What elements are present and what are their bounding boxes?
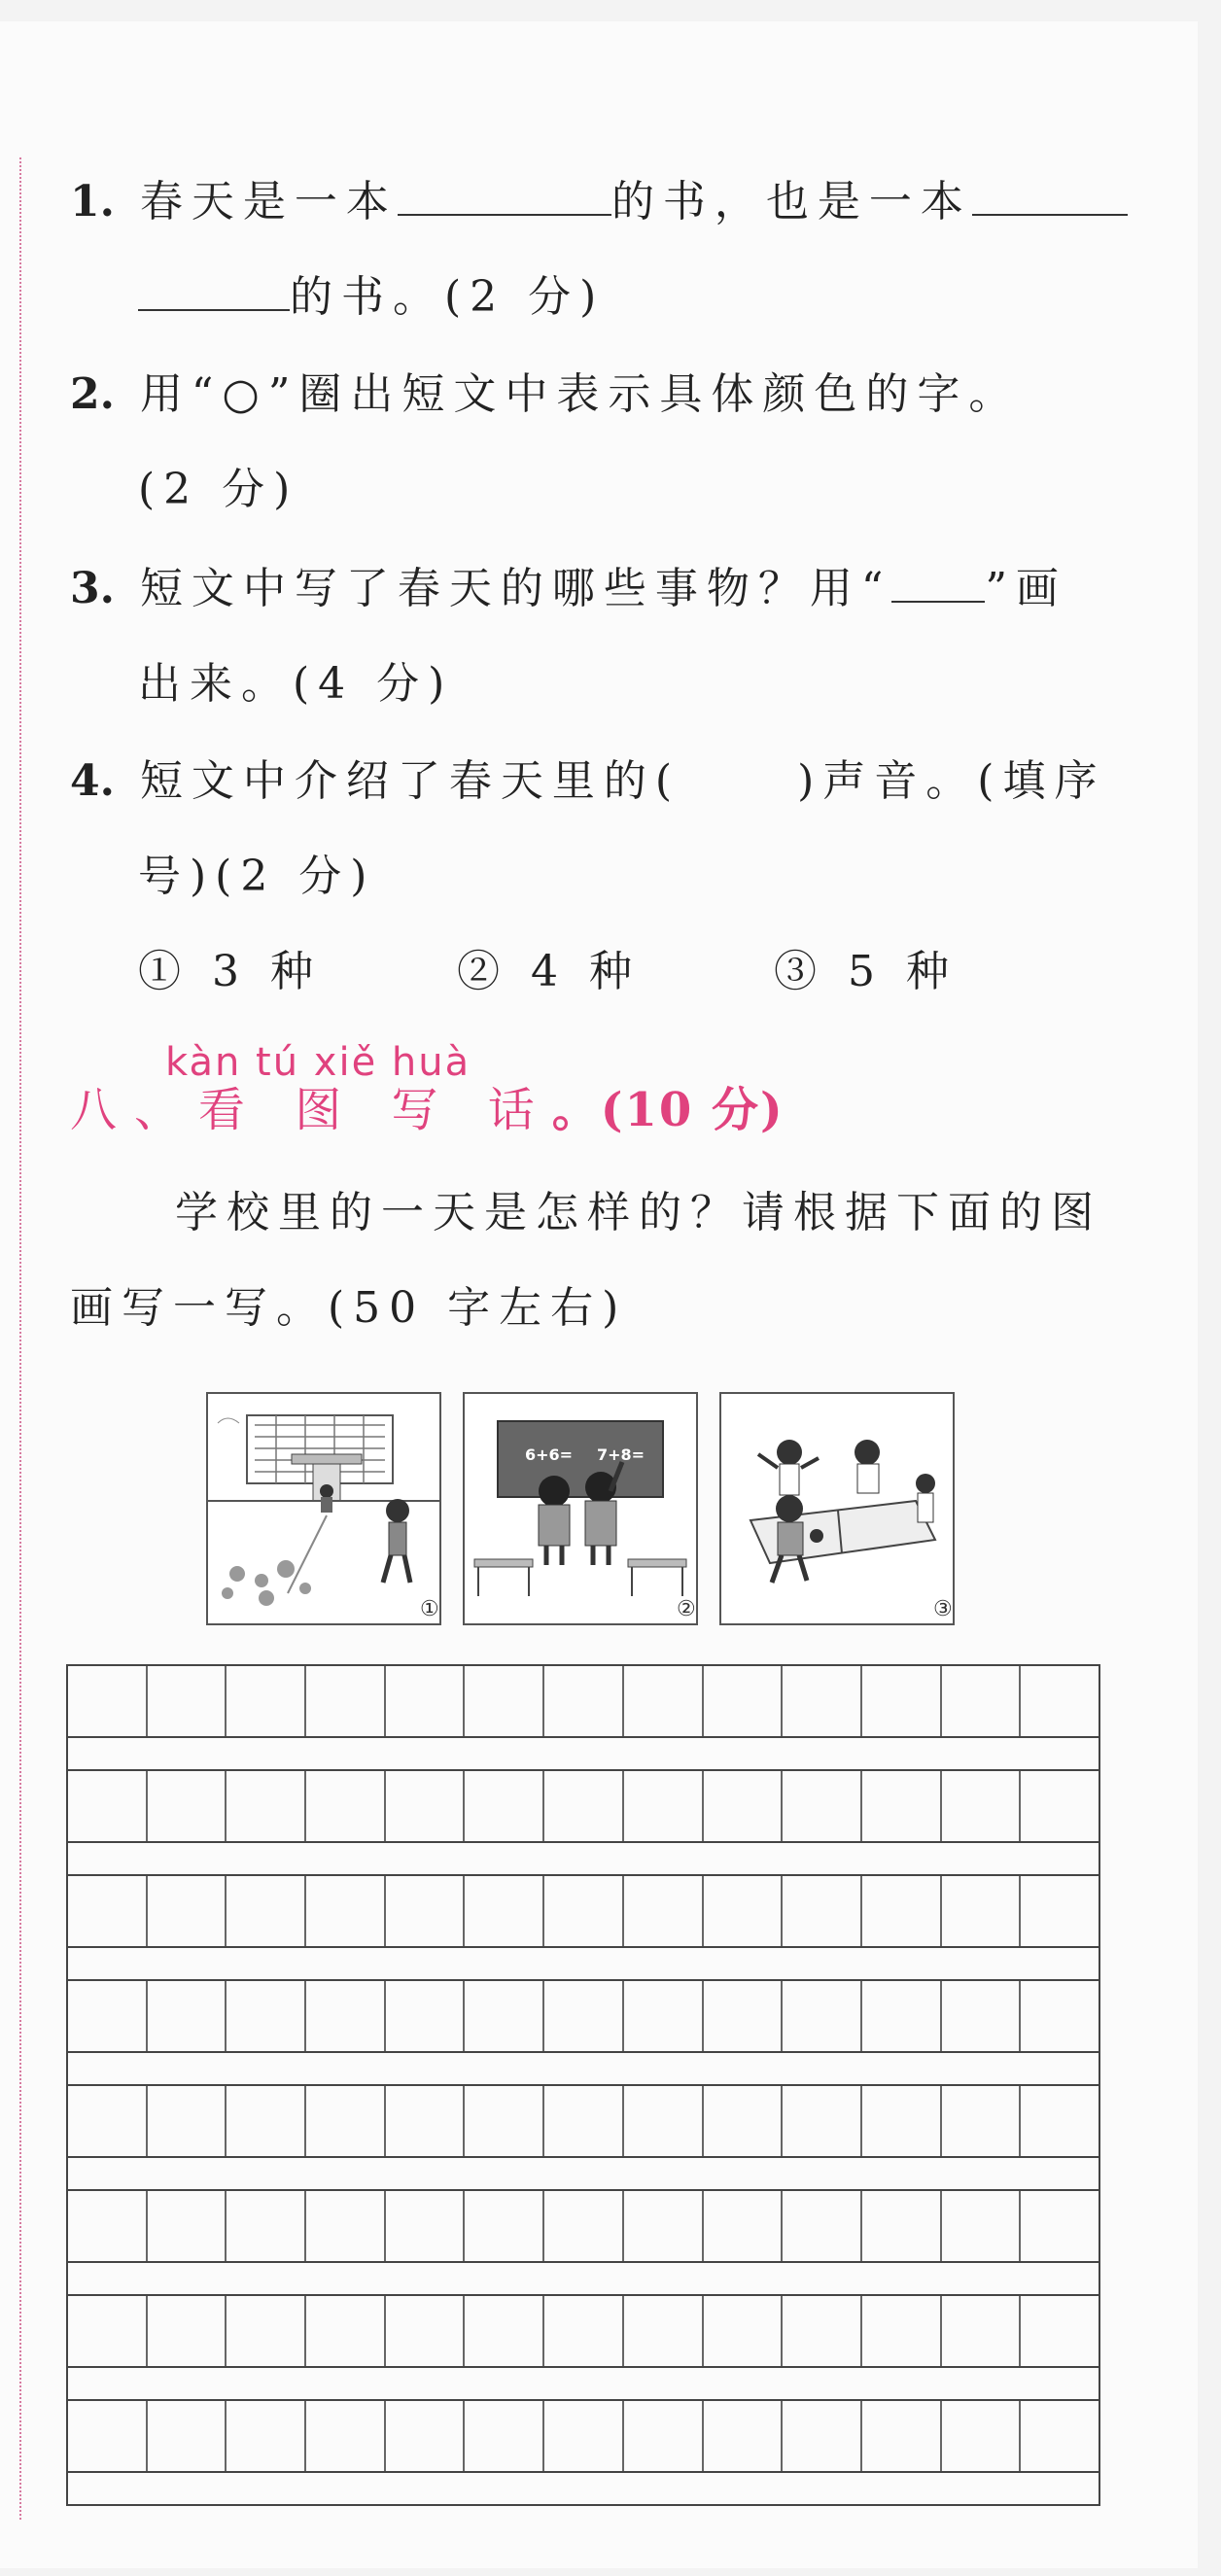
answer-blank[interactable] bbox=[972, 175, 1128, 216]
question-4-line-2: 号)(2 分) bbox=[138, 852, 376, 901]
grid-cell[interactable] bbox=[704, 2401, 784, 2471]
picture-number: ③ bbox=[933, 1597, 953, 1621]
question-number: 1. bbox=[70, 177, 115, 226]
grid-cell[interactable] bbox=[862, 1876, 942, 1946]
grid-cell[interactable] bbox=[783, 2401, 862, 2471]
grid-cell[interactable] bbox=[68, 2086, 148, 2156]
question-3: 3. 短文中写了春天的哪些事物？用“ ”画 bbox=[70, 564, 1067, 613]
underline-sample bbox=[891, 562, 985, 603]
answer-blank[interactable] bbox=[398, 175, 611, 216]
grid-cell[interactable] bbox=[227, 1666, 306, 1736]
grid-cell[interactable] bbox=[148, 2296, 227, 2366]
grid-cell[interactable] bbox=[942, 1876, 1022, 1946]
grid-cell[interactable] bbox=[783, 1666, 862, 1736]
grid-cell[interactable] bbox=[1021, 1666, 1099, 1736]
grid-cell[interactable] bbox=[704, 1876, 784, 1946]
grid-cell[interactable] bbox=[624, 2191, 704, 2261]
grid-cell[interactable] bbox=[783, 1981, 862, 2051]
question-1: 1. 春天是一本 的书，也是一本 bbox=[70, 173, 1128, 231]
classroom-blackboard-scene-icon bbox=[465, 1394, 696, 1623]
grid-row bbox=[68, 1771, 1099, 1843]
grid-cell[interactable] bbox=[306, 2191, 386, 2261]
grid-row bbox=[68, 2086, 1099, 2158]
option-2: ② 4 种 bbox=[457, 947, 641, 996]
grid-cell[interactable] bbox=[148, 2191, 227, 2261]
grid-row-gap bbox=[68, 1738, 1099, 1771]
grid-cell[interactable] bbox=[465, 2401, 544, 2471]
grid-cell[interactable] bbox=[862, 2086, 942, 2156]
grid-cell[interactable] bbox=[148, 1876, 227, 1946]
grid-cell[interactable] bbox=[465, 2191, 544, 2261]
grid-row bbox=[68, 1666, 1099, 1738]
grid-cell[interactable] bbox=[783, 1771, 862, 1841]
question-1-line-2: 的书。(2 分) bbox=[138, 268, 605, 327]
grid-cell[interactable] bbox=[148, 1981, 227, 2051]
picture-number: ② bbox=[677, 1597, 696, 1621]
grid-cell[interactable] bbox=[465, 2086, 544, 2156]
section-score: 。(10 分) bbox=[551, 1083, 785, 1137]
grid-cell[interactable] bbox=[227, 2401, 306, 2471]
grid-cell[interactable] bbox=[386, 2296, 466, 2366]
picture-3 bbox=[719, 1392, 955, 1625]
question-number: 3. bbox=[70, 564, 115, 613]
grid-cell[interactable] bbox=[704, 1981, 784, 2051]
grid-cell[interactable] bbox=[942, 2191, 1022, 2261]
picture-number: ① bbox=[420, 1597, 439, 1621]
grid-cell[interactable] bbox=[624, 2086, 704, 2156]
grid-cell[interactable] bbox=[386, 1981, 466, 2051]
grid-cell[interactable] bbox=[386, 1876, 466, 1946]
grid-cell[interactable] bbox=[862, 1981, 942, 2051]
grid-row-gap bbox=[68, 2368, 1099, 2401]
grid-cell[interactable] bbox=[624, 1666, 704, 1736]
grid-cell[interactable] bbox=[386, 2191, 466, 2261]
grid-cell[interactable] bbox=[544, 2401, 624, 2471]
grid-cell[interactable] bbox=[386, 1771, 466, 1841]
grid-row-gap bbox=[68, 1948, 1099, 1981]
prompt-line-1: 学校里的一天是怎样的？请根据下面的图 bbox=[175, 1188, 1102, 1237]
grid-cell[interactable] bbox=[942, 2296, 1022, 2366]
grid-cell[interactable] bbox=[1021, 1771, 1099, 1841]
svg-text:6+6=: 6+6= bbox=[525, 1445, 574, 1464]
grid-cell[interactable] bbox=[386, 1666, 466, 1736]
answer-blank[interactable] bbox=[138, 270, 290, 311]
grid-cell[interactable] bbox=[544, 1771, 624, 1841]
grid-cell[interactable] bbox=[68, 1666, 148, 1736]
grid-cell[interactable] bbox=[544, 1876, 624, 1946]
grid-cell[interactable] bbox=[1021, 2401, 1099, 2471]
grid-cell[interactable] bbox=[704, 1666, 784, 1736]
grid-cell[interactable] bbox=[148, 1666, 227, 1736]
question-4: 4. 短文中介绍了春天里的( )声音。(填序 bbox=[70, 756, 1106, 806]
grid-row-gap bbox=[68, 2053, 1099, 2086]
grid-cell[interactable] bbox=[386, 2086, 466, 2156]
grid-cell[interactable] bbox=[1021, 2191, 1099, 2261]
grid-cell[interactable] bbox=[68, 1876, 148, 1946]
question-number: 4. bbox=[70, 756, 115, 806]
grid-cell[interactable] bbox=[227, 2296, 306, 2366]
grid-cell[interactable] bbox=[942, 1981, 1022, 2051]
grid-cell[interactable] bbox=[306, 2401, 386, 2471]
grid-row bbox=[68, 2191, 1099, 2263]
grid-cell[interactable] bbox=[465, 1771, 544, 1841]
grid-cell[interactable] bbox=[544, 2191, 624, 2261]
grid-cell[interactable] bbox=[68, 2191, 148, 2261]
section-title: 八、看 图 写 话。(10 分) bbox=[70, 1083, 785, 1137]
grid-cell[interactable] bbox=[1021, 1981, 1099, 2051]
grid-cell[interactable] bbox=[148, 2401, 227, 2471]
grid-cell[interactable] bbox=[783, 2191, 862, 2261]
grid-cell[interactable] bbox=[544, 1981, 624, 2051]
grid-cell[interactable] bbox=[704, 2191, 784, 2261]
grid-cell[interactable] bbox=[68, 2296, 148, 2366]
grid-cell[interactable] bbox=[1021, 2086, 1099, 2156]
grid-cell[interactable] bbox=[544, 2086, 624, 2156]
question-3-line-2: 出来。(4 分) bbox=[138, 659, 454, 709]
svg-text:7+8=: 7+8= bbox=[597, 1445, 645, 1464]
grid-row bbox=[68, 2401, 1099, 2473]
grid-cell[interactable] bbox=[227, 1981, 306, 2051]
option-1: ① 3 种 bbox=[138, 947, 322, 996]
grid-cell[interactable] bbox=[227, 1876, 306, 1946]
grid-cell[interactable] bbox=[862, 2401, 942, 2471]
grid-row bbox=[68, 1876, 1099, 1948]
grid-cell[interactable] bbox=[68, 2401, 148, 2471]
grid-cell[interactable] bbox=[942, 2401, 1022, 2471]
grid-cell[interactable] bbox=[68, 1771, 148, 1841]
question-2: 2. 用“○”圈出短文中表示具体颜色的字。 bbox=[70, 369, 1021, 419]
grid-cell[interactable] bbox=[783, 2296, 862, 2366]
grid-cell[interactable] bbox=[704, 1771, 784, 1841]
grid-cell[interactable] bbox=[624, 1981, 704, 2051]
picture-1 bbox=[206, 1392, 441, 1625]
grid-cell[interactable] bbox=[624, 1771, 704, 1841]
grid-cell[interactable] bbox=[704, 2086, 784, 2156]
grid-cell[interactable] bbox=[465, 1876, 544, 1946]
grid-cell[interactable] bbox=[544, 1666, 624, 1736]
grid-cell[interactable] bbox=[465, 2296, 544, 2366]
school-gate-scene-icon bbox=[208, 1394, 439, 1623]
question-2-line-2: (2 分) bbox=[138, 465, 299, 514]
ping-pong-scene-icon bbox=[721, 1394, 953, 1623]
grid-cell[interactable] bbox=[862, 1666, 942, 1736]
grid-row-gap bbox=[68, 2473, 1099, 2506]
grid-cell[interactable] bbox=[624, 2296, 704, 2366]
grid-cell[interactable] bbox=[68, 1981, 148, 2051]
grid-cell[interactable] bbox=[306, 2296, 386, 2366]
grid-cell[interactable] bbox=[862, 1771, 942, 1841]
grid-cell[interactable] bbox=[306, 1876, 386, 1946]
grid-cell[interactable] bbox=[227, 2086, 306, 2156]
grid-cell[interactable] bbox=[306, 2086, 386, 2156]
grid-row bbox=[68, 1981, 1099, 2053]
grid-cell[interactable] bbox=[148, 2086, 227, 2156]
binding-margin-line bbox=[19, 157, 21, 2520]
picture-2 bbox=[463, 1392, 698, 1625]
grid-cell[interactable] bbox=[783, 1876, 862, 1946]
grid-row-gap bbox=[68, 2263, 1099, 2296]
grid-cell[interactable] bbox=[942, 2086, 1022, 2156]
prompt-line-2: 画写一写。(50 字左右) bbox=[70, 1283, 628, 1333]
grid-cell[interactable] bbox=[227, 2191, 306, 2261]
grid-cell[interactable] bbox=[624, 1876, 704, 1946]
grid-cell[interactable] bbox=[862, 2296, 942, 2366]
section-pinyin: kàn tú xiě huà bbox=[165, 1040, 471, 1085]
grid-cell[interactable] bbox=[1021, 2296, 1099, 2366]
writing-grid[interactable] bbox=[66, 1664, 1100, 2506]
grid-cell[interactable] bbox=[783, 2086, 862, 2156]
grid-cell[interactable] bbox=[227, 1771, 306, 1841]
question-number: 2. bbox=[70, 369, 115, 419]
grid-cell[interactable] bbox=[704, 2296, 784, 2366]
grid-cell[interactable] bbox=[306, 1981, 386, 2051]
grid-cell[interactable] bbox=[465, 1666, 544, 1736]
option-3: ③ 5 种 bbox=[774, 947, 958, 996]
grid-cell[interactable] bbox=[544, 2296, 624, 2366]
grid-cell[interactable] bbox=[942, 1771, 1022, 1841]
grid-row-gap bbox=[68, 1843, 1099, 1876]
grid-cell[interactable] bbox=[862, 2191, 942, 2261]
grid-cell[interactable] bbox=[465, 1981, 544, 2051]
grid-cell[interactable] bbox=[148, 1771, 227, 1841]
grid-cell[interactable] bbox=[942, 1666, 1022, 1736]
grid-cell[interactable] bbox=[624, 2401, 704, 2471]
worksheet-page bbox=[0, 21, 1198, 2568]
grid-cell[interactable] bbox=[306, 1771, 386, 1841]
grid-cell[interactable] bbox=[306, 1666, 386, 1736]
grid-row-gap bbox=[68, 2158, 1099, 2191]
grid-row bbox=[68, 2296, 1099, 2368]
grid-cell[interactable] bbox=[1021, 1876, 1099, 1946]
grid-cell[interactable] bbox=[386, 2401, 466, 2471]
